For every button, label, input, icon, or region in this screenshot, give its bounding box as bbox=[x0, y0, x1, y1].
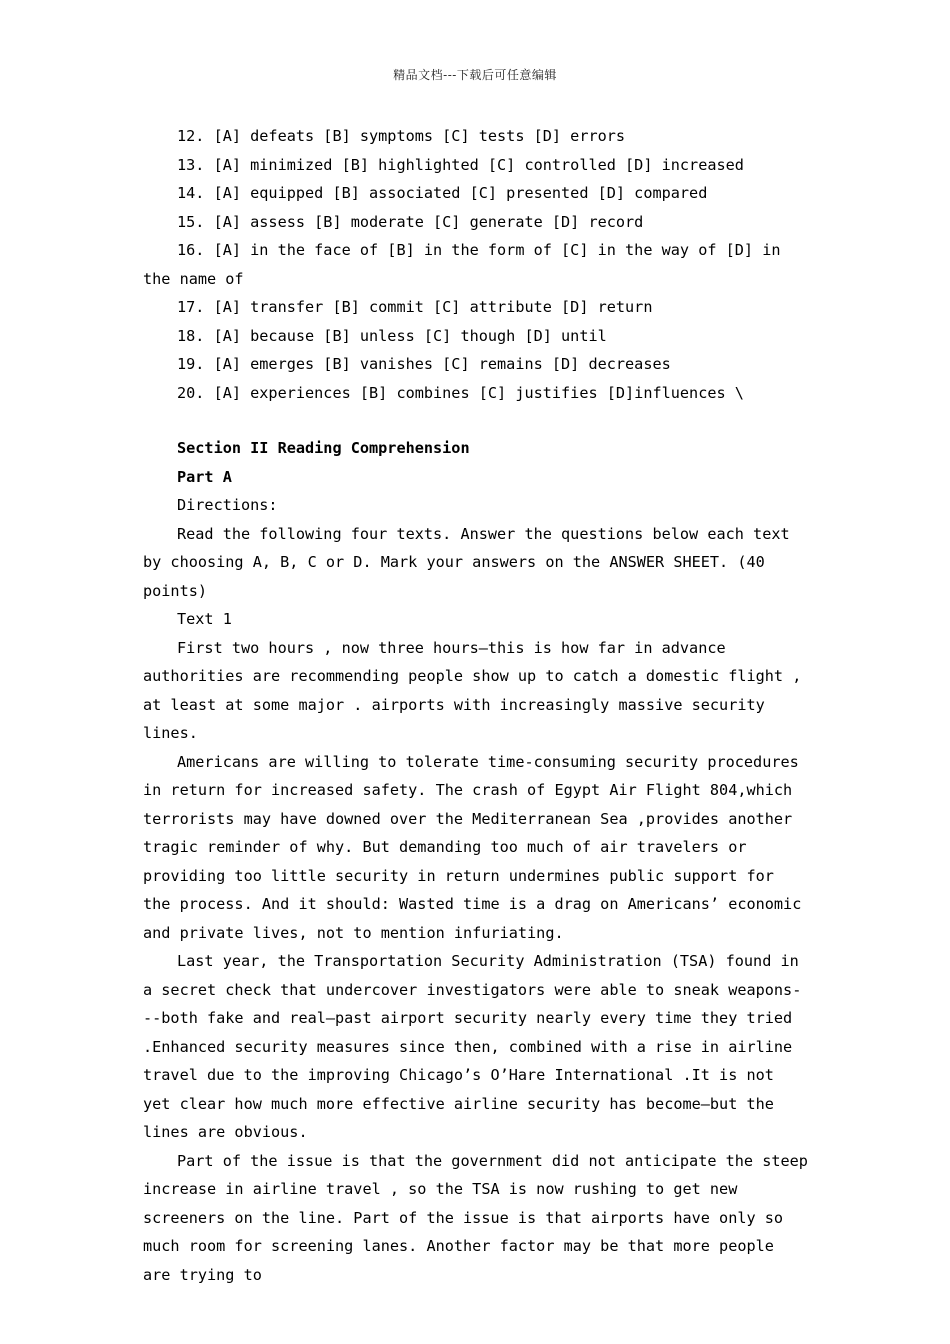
option-item-12: 12. [A] defeats [B] symptoms [C] tests [D] errors bbox=[177, 127, 626, 145]
option-item-17: 17. [A] transfer [B] commit [C] attribute [D] return bbox=[177, 298, 653, 316]
option-item-19: 19. [A] emerges [B] vanishes [C] remains [D] decreases bbox=[177, 355, 671, 373]
option-item-13: 13. [A] minimized [B] highlighted [C] controlled [D] increased bbox=[177, 155, 744, 174]
paragraph: Americans are willing to tolerate time-consuming security procedures in return for increased safety. The crash of Egypt Air Flight 804,which terrorists may have downed over the Mediterranean Sea ,provides another tragic reminder of why. But demanding too much of air travelers or providing too little security in return undermines public support for the process. And it should: Wasted time is a drag on Americans’ economic and private lives, not to mention infuriating. bbox=[143, 752, 802, 942]
paragraph: Part of the issue is that the government did not anticipate the steep increase in airline travel , so the TSA is now rushing to get new screeners on the line. Part of the issue is that airports have only so much room for screening lanes. Another factor may be that more people are trying to bbox=[143, 1151, 808, 1284]
page-header: 精品文档---下载后可任意编辑 bbox=[393, 68, 557, 82]
options-list bbox=[143, 122, 808, 407]
spacer bbox=[143, 407, 808, 434]
option-item-16: 16. [A] in the face of [B] in the form of [C] in the way of [D] in the name of bbox=[143, 241, 781, 288]
paragraph: First two hours , now three hours—this is how far in advance authorities are recommending people show up to catch a domestic flight , at least at some major . airports with increasingly massive security lines. bbox=[143, 638, 802, 742]
option-item-20: 20. [A] experiences [B] combines [C] justifies [D]influences \ bbox=[177, 383, 744, 402]
text-label: Text 1 bbox=[177, 610, 232, 628]
option-item-14: 14. [A] equipped [B] associated [C] presented [D] compared bbox=[177, 184, 708, 202]
part-title: Part A bbox=[177, 467, 232, 486]
option-item-15: 15. [A] assess [B] moderate [C] generate [D] record bbox=[177, 212, 644, 231]
directions-label: Directions: bbox=[177, 496, 278, 514]
section-title: Section II Reading Comprehension bbox=[177, 439, 470, 457]
directions-text: Read the following four texts. Answer the questions below each text by choosing A, B, C or D. Mark your answers on the ANSWER SHEET. (40 points) bbox=[143, 524, 790, 600]
option-item-18: 18. [A] because [B] unless [C] though [D] until bbox=[177, 326, 607, 345]
document-body bbox=[143, 122, 808, 1289]
paragraph: Last year, the Transportation Security Administration (TSA) found in a secret check that undercover investigators were able to sneak weapons---both fake and real—past airport security nearly every time they tried .Enhanced security measures since then, combined with a rise in airline travel due to the improving Chicago’s O’Hare International .It is not yet clear how much more effective airline security has become—but the lines are obvious. bbox=[143, 952, 802, 1141]
